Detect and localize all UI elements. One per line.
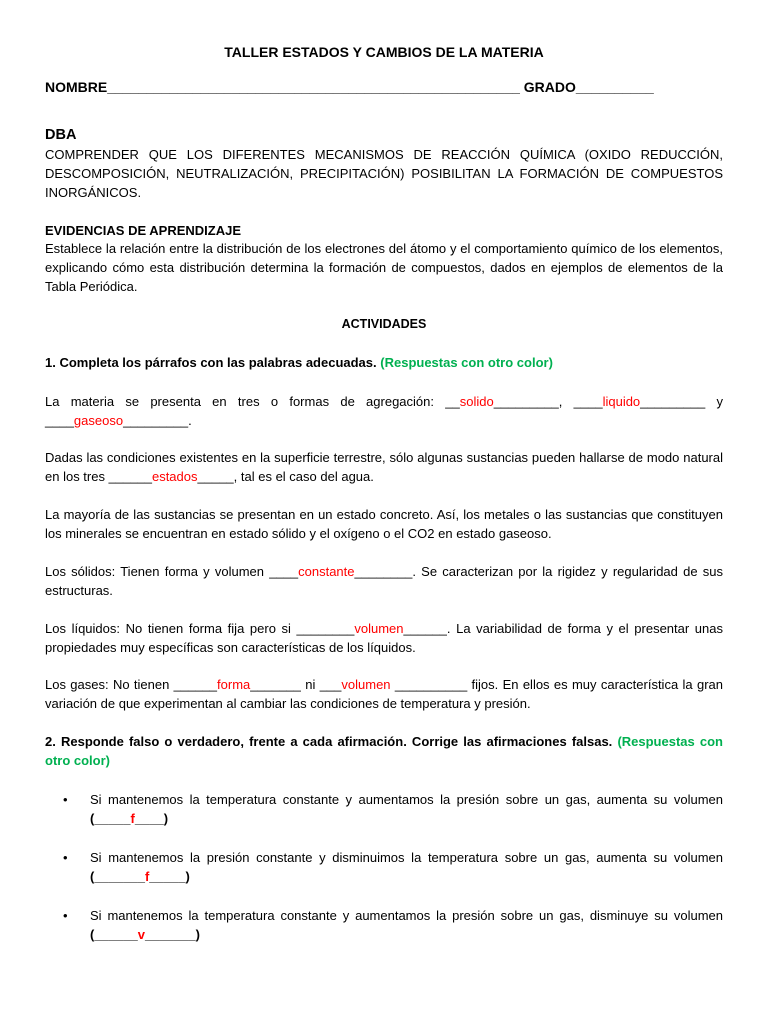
q1-p1-text-b: _________, ____: [493, 394, 603, 409]
statement-1-text: Si mantenemos la temperatura constante y aumentamos la presión sobre un gas, aumenta su volumen: [90, 792, 723, 807]
answer-gaseoso: gaseoso: [73, 413, 124, 428]
answer-2: f: [144, 869, 150, 884]
answer-close: _______): [144, 927, 200, 942]
q1-note: (Respuestas con otro color): [380, 355, 553, 370]
nombre-blank: _____________________________________________________: [107, 79, 520, 95]
q1-p5-text-b: ______. La variabilidad de forma y el presentar unas propiedades muy específicas son características de los líquidos.: [45, 621, 723, 655]
page-title: TALLER ESTADOS Y CAMBIOS DE LA MATERIA: [224, 44, 544, 60]
q1-prompt: [45, 353, 723, 372]
dba-heading: DBA: [45, 127, 77, 143]
statement-text: [90, 848, 723, 886]
answer-close: ____): [134, 811, 169, 826]
answer-constante: constante: [298, 564, 355, 579]
answer-forma: forma: [217, 677, 251, 692]
answer-estados: estados: [151, 469, 198, 484]
q1-p4-text-a: Los sólidos: Tienen forma y volumen ____: [45, 564, 299, 579]
statement-text: [90, 790, 723, 828]
answer-close: _____): [149, 869, 190, 884]
q1-p4-text-b: ________. Se caracterizan por la rigidez y regularidad de sus estructuras.: [45, 564, 723, 598]
bullet-icon: •: [63, 850, 68, 865]
name-grade-line: [45, 79, 654, 95]
statement-text: [90, 906, 723, 944]
q1-paragraph-3: La mayoría de las sustancias se presentan en un estado concreto. Así, los metales o las sustancias que constituyen los minerales se encuentran en estado sólido y el oxígeno o el CO2 en estado gaseoso.: [45, 507, 723, 541]
actividades-heading: ACTIVIDADES: [341, 317, 427, 331]
q1-p1-text-a: La materia se presenta en tres o formas de agregación: __: [45, 394, 460, 409]
bullet-icon: •: [63, 792, 68, 807]
answer-open: (______: [90, 927, 138, 942]
evidencias-heading: EVIDENCIAS DE APRENDIZAJE: [45, 223, 241, 238]
bullet-icon: •: [63, 908, 68, 923]
dba-text: COMPRENDER QUE LOS DIFERENTES MECANISMOS DE REACCIÓN QUÍMICA (OXIDO REDUCCIÓN, DESCOMPOSICIÓN, NEUTRALIZACIÓN, PRECIPITACIÓN) POSIBILITAN LA FORMACIÓN DE COMPUESTOS INORGÁNICOS.: [45, 147, 723, 200]
q1-p6-text-a: Los gases: No tienen ______: [45, 677, 218, 692]
q2-note: (Respuestas con otro color): [45, 734, 723, 768]
answer-open: (_____: [90, 811, 131, 826]
q1-p5-text-a: Los líquidos: No tienen forma fija pero si ________: [45, 621, 355, 636]
q1-p2-text-a: Dadas las condiciones existentes en la superficie terrestre, sólo algunas sustancias pueden hallarse de modo natural en los tres ______: [45, 450, 723, 484]
answer-solido: solido: [459, 394, 494, 409]
answer-volumen-gases: volumen: [341, 677, 391, 692]
q1-paragraph-6: [45, 675, 723, 713]
q2-prompt-text: 2. Responde falso o verdadero, frente a cada afirmación. Corrige las afirmaciones falsas.: [45, 734, 613, 749]
answer-liquido: liquido: [602, 394, 641, 409]
q1-paragraph-2: [45, 448, 723, 486]
statement-3-text: Si mantenemos la temperatura constante y aumentamos la presión sobre un gas, disminuye su volumen: [90, 908, 723, 923]
q1-p1-text-c: _________ y ____: [45, 394, 724, 428]
statement-2-text: Si mantenemos la presión constante y disminuimos la temperatura sobre un gas, aumenta su volumen: [90, 850, 723, 865]
q1-prompt-text: 1. Completa los párrafos con las palabras adecuadas.: [45, 355, 377, 370]
q1-p6-text-b: _______ ni ___: [250, 677, 342, 692]
q1-p6-text-c: __________ fijos. En ellos es muy característica la gran variación de que experimentan al cambiar las condiciones de temperatura y presión.: [45, 677, 723, 711]
q2-prompt: [45, 732, 723, 770]
answer-open: (_______: [90, 869, 145, 884]
nombre-label: NOMBRE: [45, 79, 108, 95]
grado-label: GRADO: [523, 79, 576, 95]
q1-p1-text-d: _________.: [123, 413, 192, 428]
q1-p2-text-b: _____, tal es el caso del agua.: [197, 469, 374, 484]
q1-paragraph-1: [45, 392, 723, 430]
grado-blank: __________: [575, 79, 654, 95]
evidencias-text: Establece la relación entre la distribución de los electrones del átomo y el comportamiento químico de los elementos, explicando cómo esta distribución determina la formación de compuestos, dados en ejemplos de elementos de la Tabla Periódica.: [45, 241, 723, 294]
answer-volumen: volumen: [354, 621, 404, 636]
q1-paragraph-4: [45, 562, 723, 600]
answer-1: f: [130, 811, 135, 826]
q1-paragraph-5: [45, 619, 723, 657]
answer-3: v: [137, 927, 145, 942]
